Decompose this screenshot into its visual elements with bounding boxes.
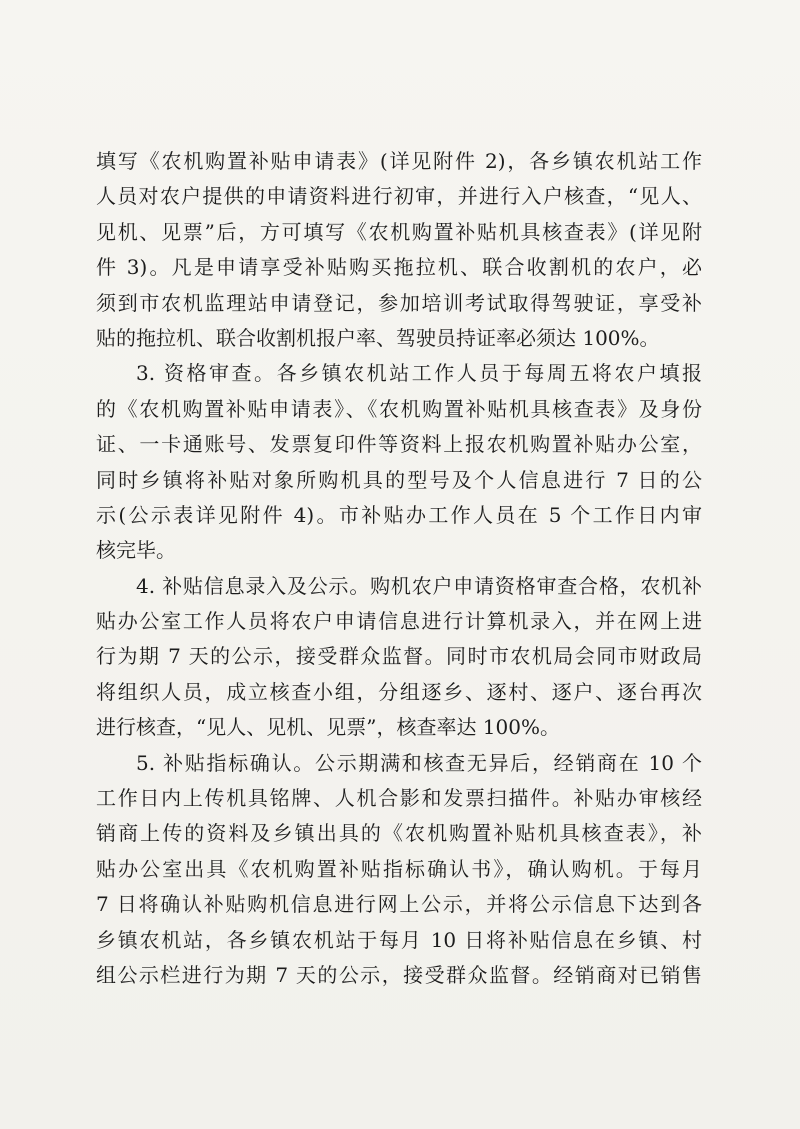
text-line: 填写《农机购置补贴申请表》(详见附件 2)，各乡镇农机站工作 xyxy=(96,149,702,173)
text-line: 示(公示表详见附件 4)。市补贴办工作人员在 5 个工作日内审 xyxy=(96,502,702,527)
text-line: 工作日内上传机具铭牌、人机合影和发票扫描件。补贴办审核经 xyxy=(96,786,702,811)
text-line: 组公示栏进行为期 7 天的公示，接受群众监督。经销商对已销售 xyxy=(96,962,702,987)
text-line: 贴办公室出具《农机购置补贴指标确认书》，确认购机。于每月 xyxy=(96,856,702,881)
text-line: 7 日将确认补贴购机信息进行网上公示，并将公示信息下达到各 xyxy=(96,892,702,917)
text-line: 进行核查，“见人、见机、见票”，核查率达 100%。 xyxy=(96,715,560,740)
text-line: 行为期 7 天的公示，接受群众监督。同时市农机局会同市财政局 xyxy=(96,644,702,669)
text-line: 销商上传的资料及乡镇出具的《农机购置补贴机具核查表》，补 xyxy=(96,821,702,846)
text-line: 件 3)。凡是申请享受补贴购买拖拉机、联合收割机的农户，必 xyxy=(96,255,702,280)
text-line: 证、一卡通账号、发票复印件等资料上报农机购置补贴办公室， xyxy=(96,432,702,457)
text-line: 须到市农机监理站申请登记，参加培训考试取得驾驶证，享受补 xyxy=(96,290,702,315)
body-text xyxy=(96,144,702,993)
text-line: 4. 补贴信息录入及公示。购机农户申请资格审查合格，农机补 xyxy=(136,573,702,598)
text-line: 同时乡镇将补贴对象所购机具的型号及个人信息进行 7 日的公 xyxy=(96,467,702,492)
text-line: 核完毕。 xyxy=(96,538,176,563)
text-line: 3. 资格审查。各乡镇农机站工作人员于每周五将农户填报 xyxy=(136,361,702,386)
text-line: 见机、见票”后，方可填写《农机购置补贴机具核查表》(详见附 xyxy=(96,219,702,244)
text-line: 5. 补贴指标确认。公示期满和核查无异后，经销商在 10 个 xyxy=(136,750,702,775)
text-line: 乡镇农机站，各乡镇农机站于每月 10 日将补贴信息在乡镇、村 xyxy=(96,927,702,952)
text-line: 贴的拖拉机、联合收割机报户率、驾驶员持证率必须达 100%。 xyxy=(96,325,660,350)
text-line: 人员对农户提供的申请资料进行初审，并进行入户核查，“见人、 xyxy=(96,184,702,209)
text-line: 将组织人员，成立核查小组，分组逐乡、逐村、逐户、逐台再次 xyxy=(96,679,702,704)
text-line: 贴办公室工作人员将农户申请信息进行计算机录入，并在网上进 xyxy=(96,609,702,634)
text-line: 的《农机购置补贴申请表》、《农机购置补贴机具核查表》及身份 xyxy=(96,396,702,421)
